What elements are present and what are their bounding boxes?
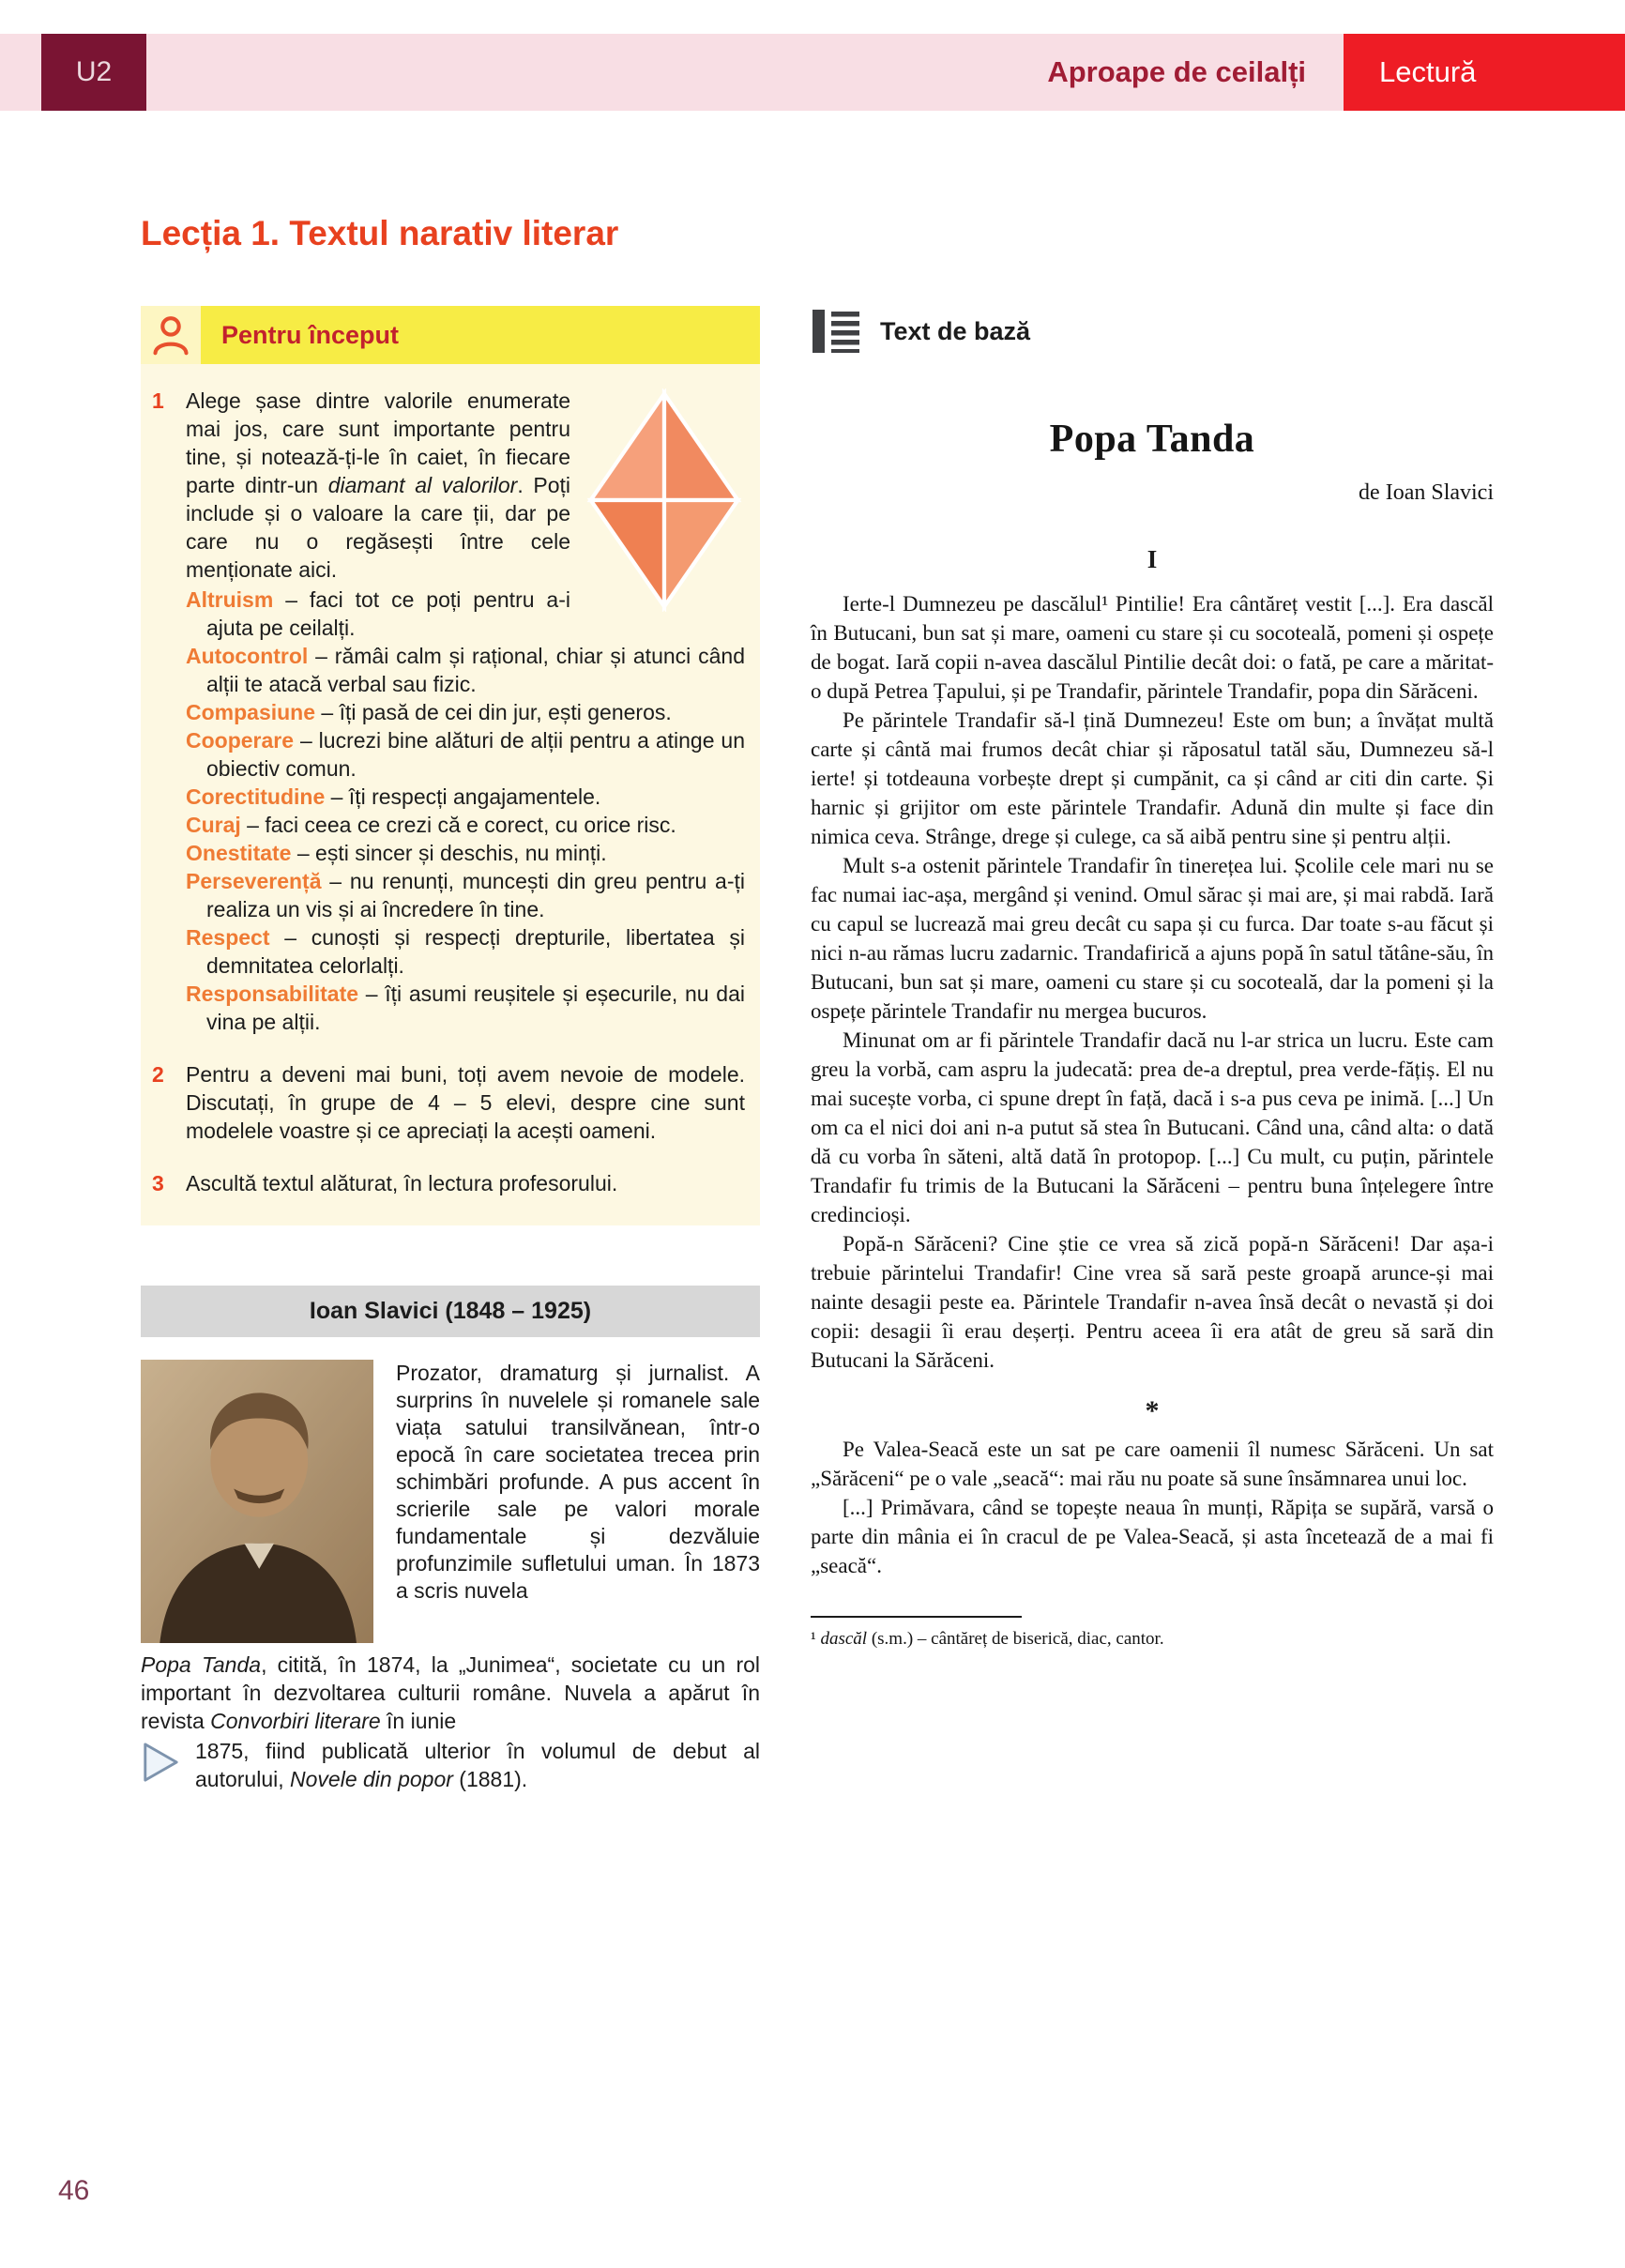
author-header: Ioan Slavici (1848 – 1925) — [141, 1286, 760, 1337]
value-desc: – nu renunți, muncești din greu pentru a-ți realiza un vis și ai încredere în tine. — [206, 869, 745, 921]
value-term: Onestitate — [186, 841, 292, 865]
values-list — [186, 586, 745, 1036]
exercise-item-3 — [152, 1169, 745, 1197]
exercise-text: Ascultă textul alăturat, în lectura profesorului. — [186, 1171, 618, 1195]
value-term: Respect — [186, 925, 270, 950]
author-bio: Prozator, dramaturg și jurnalist. A surprins în nuvelele și romanele sale viața satului transilvănean, într-o epocă în care societatea trecea prin schimbări profunde. A pus accent în scrierile sale pe valori morale fundamentale și dezvăluie profunzimile sufletului uman. În 1873 a scris nuvela — [396, 1361, 760, 1603]
bio-text: (1881). — [452, 1767, 528, 1791]
bio-text: 1875, fiind publicată ulterior în volumul de debut al autorului, — [195, 1739, 760, 1791]
story-paragraph: Ierte-l Dumnezeu pe dascălul¹ Pintilie! Era cântăreț vestit [...]. Era dascăl în Butucani, bun sat și mare, oameni cu stare și cu socoteală, pomeni și ospețe de bogat. Iară copii n-avea dascălul Pintilie decât doi: o fată, pe care a măritat-o după Petrea Țapului, și pe Trandafir, părintele Trandafir, popa din Sărăceni. — [811, 592, 1494, 703]
story-paragraph: Mult s-a ostenit părintele Trandafir în tinerețea lui. Școlile cele mari nu se fac numai iac-așa, mergând și venind. Omul sărac și mai are, și mai rabdă. Iară cu capul se lucrează mai greu decât cu sapa și cu furca. Dar toate s-au făcut și nici n-au rămas lucru zadarnic. Trandafirică a ajuns popă în satul tătâne-său, în Butucani, bun sat și mare, oameni cu stare și cu socoteală, dar la pomeni și la ospețe părintele Trandafir nu mergea bucuros. — [811, 854, 1494, 1023]
exercise1-text-before: Alege șase dintre valorile enumerate mai jos, care sunt importante pentru tine, și notează-ți-le în caiet, în fiecare parte dintr-un — [186, 388, 570, 497]
lesson-title: Lecția 1. Textul narativ literar — [141, 214, 619, 252]
value-desc: – lucrezi bine alături de alții pentru a atinge un obiectiv comun. — [206, 728, 745, 781]
value-term: Compasiune — [186, 700, 316, 724]
exercise-number: 2 — [152, 1062, 164, 1087]
base-text-label: Text de bază — [880, 316, 1031, 345]
value-item — [186, 867, 745, 923]
story-paragraph: Popă-n Sărăceni? Cine știe ce vrea să zică popă-n Sărăceni! Dar așa-i trebuie părintelui Trandafir! Cine vrea să sară peste groapă arunce-și mai nainte desagii peste ea. Părintele Trandafir n-avea însă decât o nevastă și doi copii: desagii îi erau deșerți. Pentru aceea îi era atât de greu să sară din Butucani la Sărăceni. — [811, 1232, 1494, 1372]
diamond-of-values-graphic — [585, 388, 743, 612]
unit-code-badge: U2 — [41, 34, 146, 111]
value-desc: – rămâi calm și rațional, chiar și atunci când alții te atacă verbal sau fizic. — [206, 644, 745, 696]
value-item — [186, 783, 745, 811]
bio-italic-volume: Novele din popor — [290, 1767, 453, 1791]
exercise-number: 1 — [152, 388, 164, 413]
footnote-marker: ¹ — [811, 1629, 821, 1649]
exercise-text: Pentru a deveni mai buni, toți avem nevoie de modele. Discutați, în grupe de 4 – 5 elevi, despre cine sunt modelele voastre și ce apreciați la acești oameni. — [186, 1062, 745, 1143]
intro-header-label: Pentru început — [201, 306, 760, 364]
person-icon — [141, 306, 201, 364]
intro-panel — [141, 306, 760, 1225]
value-term: Responsabilitate — [186, 982, 359, 1006]
value-desc: – faci ceea ce crezi că e corect, cu orice risc. — [240, 813, 676, 837]
value-item — [186, 698, 745, 726]
footnote-term: dascăl — [820, 1629, 868, 1649]
author-bio-continued — [141, 1651, 760, 1735]
value-term: Perseverență — [186, 869, 322, 893]
unit-title: Aproape de ceilalți — [1047, 55, 1306, 88]
value-item — [186, 642, 745, 698]
unit-header-bar — [0, 34, 1625, 111]
base-text-header — [811, 306, 1494, 357]
exercise-text — [186, 387, 745, 1036]
play-icon — [141, 1741, 180, 1784]
bio-text: în iunie — [380, 1709, 457, 1733]
value-term: Altruism — [186, 587, 274, 612]
text-lines-icon — [811, 306, 861, 357]
exercise-item-1 — [152, 387, 745, 1036]
section-separator: * — [1145, 1395, 1160, 1426]
page-number: 46 — [58, 2175, 90, 2206]
author-bio-end — [141, 1737, 760, 1793]
section-tab-lectura: Lectură — [1344, 34, 1625, 111]
page-content — [141, 214, 1494, 1793]
bio-italic-magazine: Convorbiri literare — [210, 1709, 381, 1733]
value-item — [186, 726, 745, 783]
value-desc: – cunoști și respecți drepturile, libertatea și demnitatea celorlalți. — [206, 925, 745, 978]
story-paragraph: Minunat om ar fi părintele Trandafir dacă nu l-ar strica un lucru. Este cam greu la vorbă, cam aspru la judecată: prea de-a dreptul, prea verde-fățiș. El nu mai sucește vorba, ci spune drept în față, dacă i s-a pus ceva pe inimă. [...] Un om ca el nici doi ani n-a putut să stea în Butucani. Când una, când alta: o dată dă cu vorba în săteni, altă dată în protopop. [...] Cu mult, cu puțin, părintele Trandafir fu trimis de la Butucani la Sărăceni – pentru buna înțelegere între credincioși. — [811, 1028, 1494, 1226]
value-desc: – îți asumi reușitele și eșecurile, nu dai vina pe alții. — [206, 982, 745, 1034]
intro-body — [141, 364, 760, 1225]
footnote-rule — [811, 1616, 1022, 1618]
exercise1-text-italic: diamant al valorilor — [327, 473, 518, 497]
ioan-slavici-portrait — [141, 1360, 373, 1643]
story-title: Popa Tanda — [1049, 418, 1255, 461]
right-column — [811, 306, 1494, 1652]
exercise1-text-after: . Poți include și o valoare la care ții, dar pe care nu o regăsești între cele menționate aici. — [186, 473, 570, 582]
exercise-item-2 — [152, 1060, 745, 1145]
story-paragraph: Pe Valea-Seacă este un sat pe care oamenii îl numesc Sărăceni. Un sat „Sărăceni“ pe o vale „seacă“: mai rău nu poate să sune însămnarea unui loc. — [811, 1438, 1494, 1490]
chapter-numeral: I — [1147, 545, 1158, 573]
value-desc: – îți pasă de cei din jur, ești generos. — [315, 700, 672, 724]
value-term: Curaj — [186, 813, 241, 837]
story-byline: de Ioan Slavici — [1359, 480, 1494, 505]
bio-text: , citită, în 1874, la „Junimea“, societate cu un rol important în dezvoltarea culturii române. Nuvela a apărut în revista — [141, 1652, 760, 1733]
left-column — [141, 306, 760, 1793]
value-item — [186, 980, 745, 1036]
bio-italic-title: Popa Tanda — [141, 1652, 262, 1677]
value-desc: – faci tot ce poți pentru a-i ajuta pe ceilalți. — [206, 587, 570, 640]
value-desc: – îți respecți angajamentele. — [325, 784, 601, 809]
value-desc: – ești sincer și deschis, nu minți. — [291, 841, 607, 865]
footnote — [811, 1627, 1494, 1652]
value-term: Corectitudine — [186, 784, 326, 809]
author-panel — [141, 1286, 760, 1793]
exercise-number: 3 — [152, 1171, 164, 1195]
value-term: Autocontrol — [186, 644, 309, 668]
story-paragraph: [...] Primăvara, când se topește neaua în munți, Răpița se supără, varsă o parte din mânia ei în cracul de pe Valea-Seacă, și asta încetează de a mai fi „seacă“. — [811, 1496, 1494, 1577]
value-item — [186, 811, 745, 839]
story-paragraph: Pe părintele Trandafir să-l țină Dumnezeu! Este om bun; a învățat multă carte și cântă mai frumos decât chiar și răposatul tatăl său, Dumnezeu să-l ierte! și totdeauna vorbește drept și cumpănit, ca și când ar citi din carte. Și harnic și grijitor om este părintele Trandafir. Adună din multe și face din nimica ceva. Strânge, drege și culege, ca să aibă pentru sine și pentru alții. — [811, 708, 1494, 848]
value-term: Cooperare — [186, 728, 295, 753]
value-item — [186, 839, 745, 867]
footnote-text: (s.m.) – cântăreț de biserică, diac, cantor. — [867, 1629, 1164, 1649]
value-item — [186, 923, 745, 980]
intro-header — [141, 306, 760, 364]
